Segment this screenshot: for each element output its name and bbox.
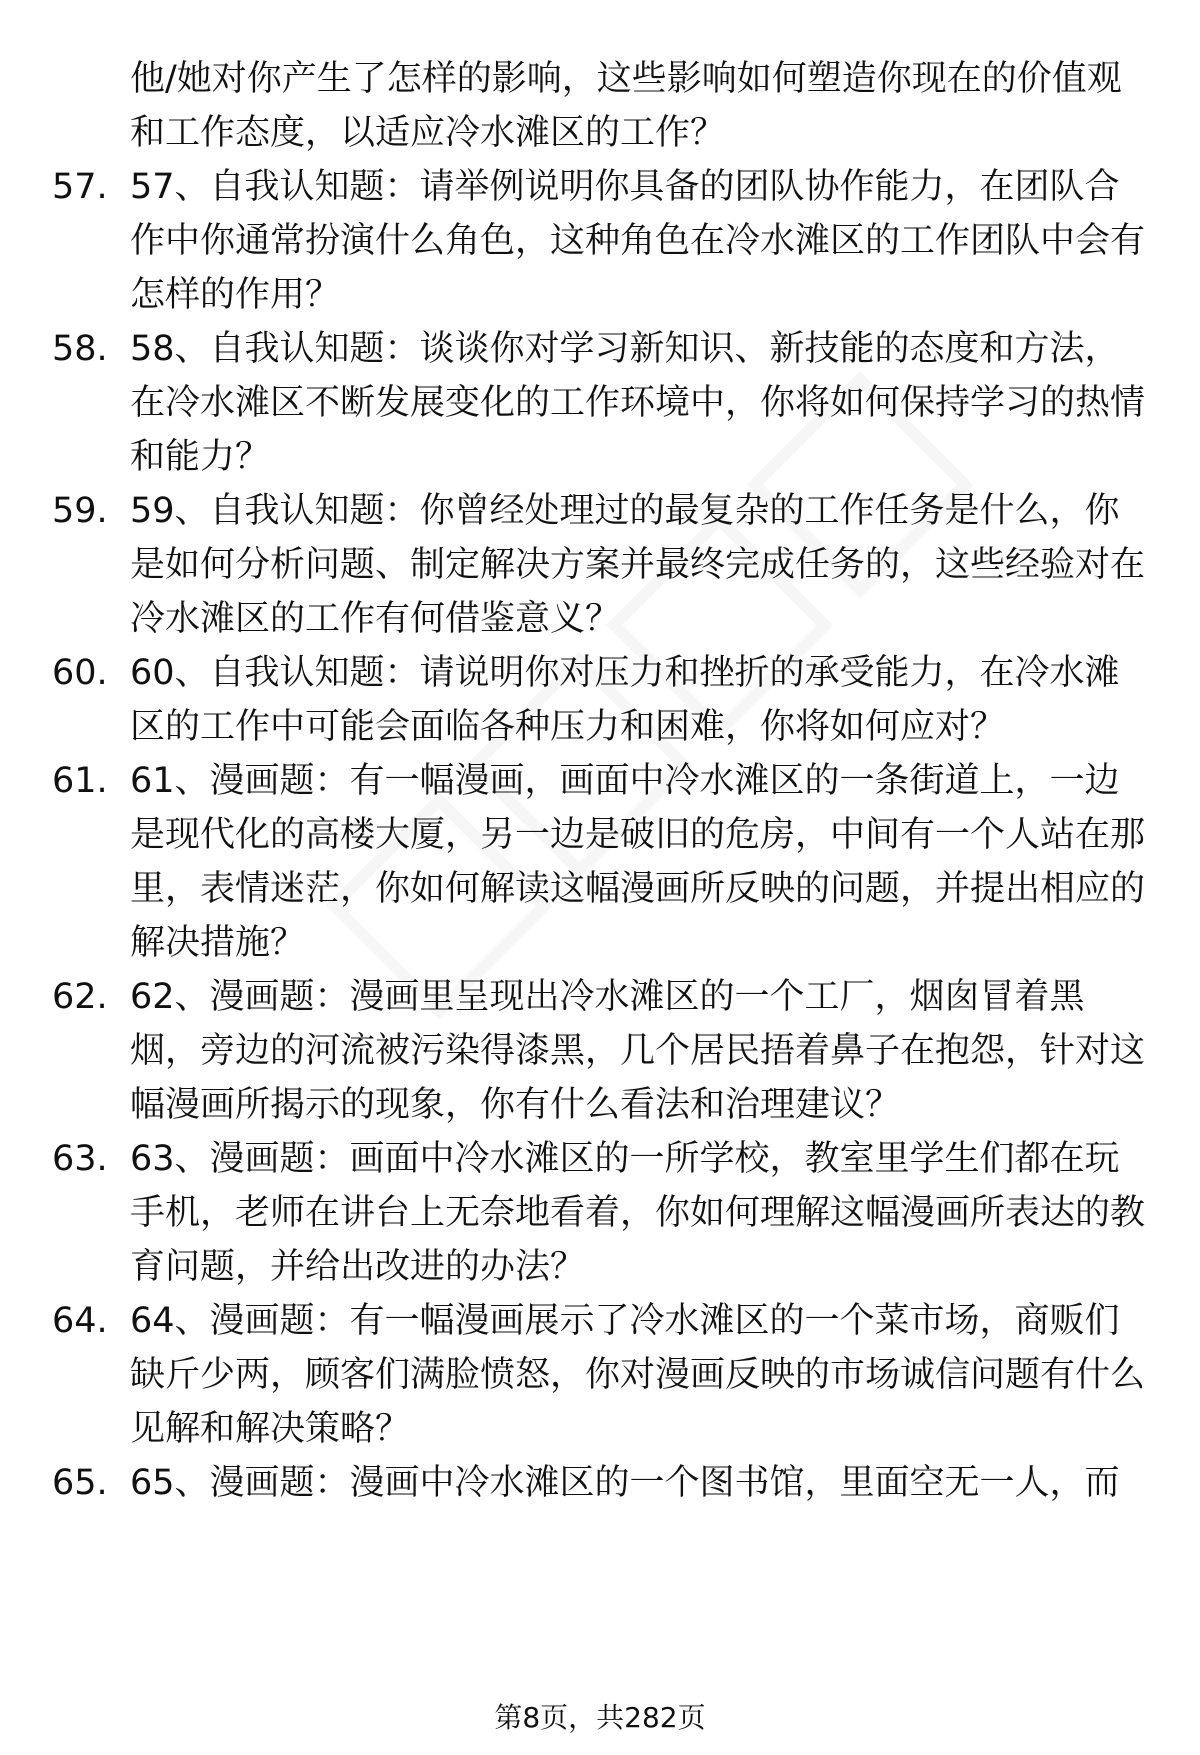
- item-text: 60、自我认知题：请说明你对压力和挫折的承受能力，在冷水滩区的工作中可能会面临各种压力和困难，你将如何应对？: [130, 653, 1120, 747]
- page-footer: 第8页，共282页: [494, 1701, 706, 1734]
- item-text: 62、漫画题：漫画里呈现出冷水滩区的一个工厂，烟囱冒着黑烟，旁边的河流被污染得漆黑，几个居民捂着鼻子在抱怨，针对这幅漫画所揭示的现象，你有什么看法和治理建议？: [130, 977, 1146, 1125]
- continuation-text: 他/她对你产生了怎样的影响，这些影响如何塑造你现在的价值观和工作态度，以适应冷水滩区的工作？: [130, 59, 1122, 153]
- item-number: 61.: [52, 761, 108, 801]
- item-number: 60.: [52, 653, 108, 693]
- item-text: 57、自我认知题：请举例说明你具备的团队协作能力，在团队合作中你通常扮演什么角色，这种角色在冷水滩区的工作团队中会有怎样的作用？: [130, 167, 1146, 315]
- item-number: 58.: [52, 329, 108, 369]
- item-number: 62.: [52, 977, 108, 1017]
- item-text: 61、漫画题：有一幅漫画，画面中冷水滩区的一条街道上，一边是现代化的高楼大厦，另一边是破旧的危房，中间有一个人站在那里，表情迷茫，你如何解读这幅漫画所反映的问题，并提出相应的解决措施？: [130, 761, 1146, 963]
- item-text: 65、漫画题：漫画中冷水滩区的一个图书馆，里面空无一人，而: [130, 1463, 1120, 1503]
- item-text: 59、自我认知题：你曾经处理过的最复杂的工作任务是什么，你是如何分析问题、制定解决方案并最终完成任务的，这些经验对在冷水滩区的工作有何借鉴意义？: [130, 491, 1146, 639]
- item-number: 64.: [52, 1301, 108, 1341]
- item-number: 63.: [52, 1139, 108, 1179]
- item-text: 58、自我认知题：谈谈你对学习新知识、新技能的态度和方法，在冷水滩区不断发展变化的工作环境中，你将如何保持学习的热情和能力？: [130, 329, 1146, 477]
- item-text: 64、漫画题：有一幅漫画展示了冷水滩区的一个菜市场，商贩们缺斤少两，顾客们满脸愤怒，你对漫画反映的市场诚信问题有什么见解和解决策略？: [130, 1301, 1146, 1449]
- item-text: 63、漫画题：画面中冷水滩区的一所学校，教室里学生们都在玩手机，老师在讲台上无奈地看着，你如何理解这幅漫画所表达的教育问题，并给出改进的办法？: [130, 1139, 1146, 1287]
- item-number: 65.: [52, 1463, 108, 1503]
- item-number: 57.: [52, 167, 108, 207]
- item-number: 59.: [52, 491, 108, 531]
